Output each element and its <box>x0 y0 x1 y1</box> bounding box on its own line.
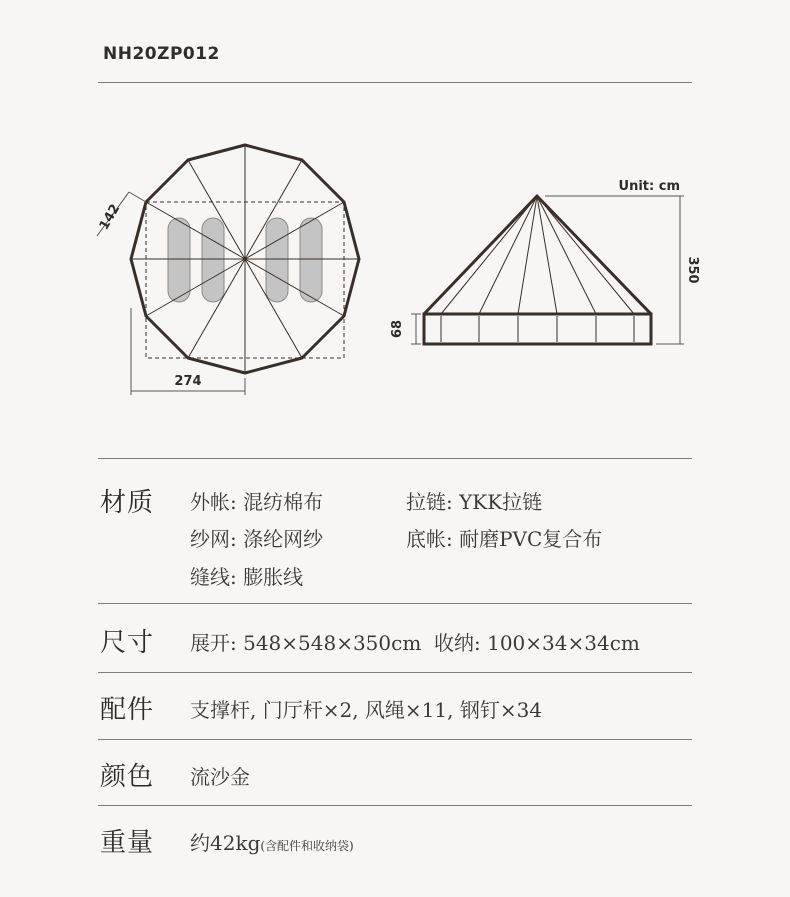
color-label: 颜色 <box>100 762 155 792</box>
mat-1 <box>168 218 190 302</box>
width-dimension-label: 274 <box>174 374 202 389</box>
spec-divider-3 <box>98 672 692 673</box>
size-label: 尺寸 <box>100 628 155 658</box>
unit-label: Unit: cm <box>618 179 680 194</box>
height-dimension-label: 350 <box>685 256 700 284</box>
top-view <box>97 145 359 395</box>
outer-material: 外帐: 混纺棉布 <box>190 490 324 514</box>
thread-material: 缝线: 膨胀线 <box>190 565 304 589</box>
model-number: NH20ZP012 <box>103 44 220 64</box>
weight-value: 约42kg <box>190 831 261 855</box>
mat-2 <box>202 218 224 302</box>
zipper-material: 拉链: YKK拉链 <box>406 490 543 514</box>
mat-3 <box>266 218 288 302</box>
parts-value: 支撑杆, 门厅杆×2, 风绳×11, 钢钉×34 <box>190 698 543 722</box>
spec-divider-2 <box>98 603 692 604</box>
spec-divider-4 <box>98 739 692 740</box>
mesh-material: 纱网: 涤纶网纱 <box>190 527 324 551</box>
size-value: 展开: 548×548×350cm 收纳: 100×34×34cm <box>190 631 640 655</box>
weight-note: (含配件和收纳袋) <box>260 839 354 853</box>
wall-height-label: 68 <box>390 319 405 339</box>
weight-label: 重量 <box>100 828 155 858</box>
spec-divider-5 <box>98 805 692 806</box>
spokes <box>131 145 359 373</box>
side-dimension-label: 142 <box>96 201 124 233</box>
side-view <box>411 196 684 344</box>
floor-material: 底帐: 耐磨PVC复合布 <box>406 527 603 551</box>
mat-4 <box>300 218 322 302</box>
parts-label: 配件 <box>100 695 155 725</box>
material-label: 材质 <box>100 488 155 518</box>
weight-value-row <box>190 827 354 856</box>
color-value: 流沙金 <box>190 765 250 789</box>
spec-divider-1 <box>98 458 692 459</box>
